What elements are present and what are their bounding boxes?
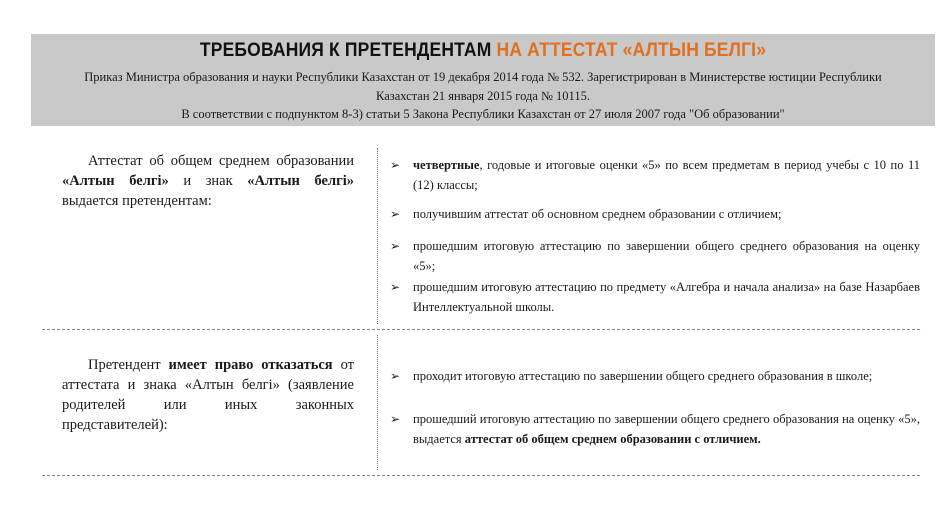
arrow-bullet-icon: ➢ xyxy=(390,369,401,383)
section1-divider xyxy=(377,148,378,324)
section1-intro: Аттестат об общем среднем образовании «Алтын белгі» и знак «Алтын белгі» выдается претендентам: xyxy=(62,153,354,209)
requirement-item: ➢ прошедшим итоговую аттестацию по завершении общего среднего образования на оценку «5»; xyxy=(390,236,920,276)
arrow-bullet-icon: ➢ xyxy=(390,280,401,294)
order-reference: Приказ Министра образования и науки Республики Казахстан от 19 декабря 2014 года № 532. Зарегистрирован в Министерстве юстиции Республики xyxy=(84,70,882,84)
refusal-item: ➢ прошедший итоговую аттестацию по завершении общего среднего образования на оценку «5», выдается аттестат об общем среднем образовании с отличием. xyxy=(390,409,920,449)
requirement-item: ➢ прошедшим итоговую аттестацию по предмету «Алгебра и начала анализа» на базе Назарбаев Интеллектуальной школы. xyxy=(390,277,920,317)
requirement-item: ➢ четвертные, годовые и итоговые оценки «5» по всем предметам в период учебы с 10 по 11 (12) классы; xyxy=(390,155,920,195)
refusal-item: ➢ проходит итоговую аттестацию по завершении общего среднего образования в школе; xyxy=(390,366,920,386)
law-reference: В соответствии с подпунктом 8-3) статьи 5 Закона Республики Казахстан от 27 июля 2007 года "Об образовании" xyxy=(181,107,785,121)
arrow-bullet-icon: ➢ xyxy=(390,158,401,172)
title-main: ТРЕБОВАНИЯ К ПРЕТЕНДЕНТАМ xyxy=(199,40,492,61)
page-title xyxy=(67,40,899,62)
header-banner xyxy=(31,34,935,126)
arrow-bullet-icon: ➢ xyxy=(390,207,401,221)
arrow-bullet-icon: ➢ xyxy=(390,412,401,426)
requirement-item: ➢ получившим аттестат об основном среднем образовании с отличием; xyxy=(390,204,920,224)
registration-reference: Казахстан 21 января 2015 года № 10115. xyxy=(376,89,590,103)
title-accent: НА АТТЕСТАТ «АЛТЫН БЕЛГІ» xyxy=(496,40,767,61)
section2-divider xyxy=(377,335,378,470)
bottom-separator xyxy=(42,475,920,476)
arrow-bullet-icon: ➢ xyxy=(390,239,401,253)
section2-intro: Претендент имеет право отказаться от аттестата и знака «Алтын белгі» (заявление родителей или иных законных представителей): xyxy=(62,357,354,433)
section-separator xyxy=(42,329,920,330)
